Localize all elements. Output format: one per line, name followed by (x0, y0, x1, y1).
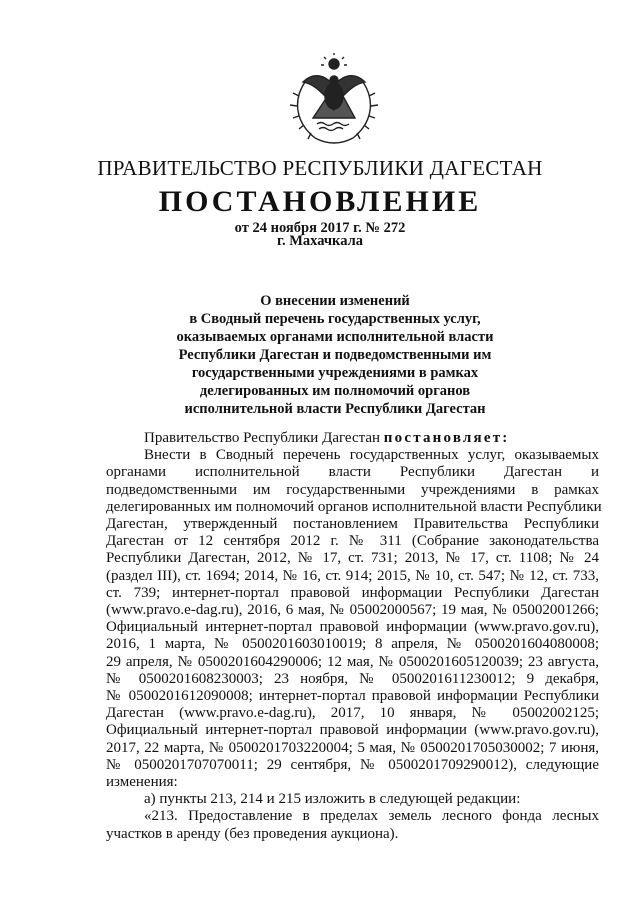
body-line: Республики Дагестан, 2012, № 17, ст. 731; 2013, № 17, ст. 1108; № 24 (106, 550, 599, 567)
subject-line: государственными учреждениями в рамках (191, 365, 479, 381)
body-line: Дагестан (www.pravo.e-dag.ru), 2017, 10 января, № 05002002125; (106, 705, 599, 722)
body-line: (раздел III), ст. 1694; 2014, № 16, ст. 914; 2015, № 10, ст. 547; № 12, ст. 733, (106, 567, 599, 584)
coat-of-arms-emblem (285, 52, 383, 150)
body-line: Официальный интернет-портал правовой информации (www.pravo.gov.ru), (106, 722, 599, 739)
item-213-line: участков в аренду (без проведения аукциона). (106, 825, 399, 842)
body-line: 2016, 1 марта, № 0500201603010019; 8 апреля, № 0500201604080008; (106, 636, 599, 653)
body-line: делегированных им полномочий органов исполнительной власти Республики (106, 498, 602, 515)
intro-text: Правительство Республики Дагестан (144, 430, 384, 446)
subject-line: оказываемых органами исполнительной власти (176, 329, 494, 345)
body-line: № 0500201612090008; интернет-портал правовой информации Республики (106, 688, 599, 705)
body-line: Официальный интернет-портал правовой информации (www.pravo.gov.ru), (106, 619, 599, 636)
body-line: органами исполнительной власти Республики Дагестан и (106, 464, 599, 481)
subject-line: делегированных им полномочий органов (199, 383, 471, 399)
body-line: ст. 739; интернет-портал правовой информации Республики Дагестан (106, 584, 599, 601)
subject-line: Республики Дагестан и подведомственными им (178, 347, 492, 363)
body-line: 2017, 22 марта, № 0500201703220004; 5 мая, № 0500201705030002; 7 июня, (106, 739, 599, 756)
body-line: № 0500201608230003; 23 ноября, № 0500201611230012; 9 декабря, (106, 670, 599, 687)
body-line: 29 апреля, № 0500201604290006; 12 мая, № 0500201605120039; 23 августа, (106, 653, 599, 670)
decides-word: постановляет: (383, 430, 510, 446)
intro-paragraph (106, 430, 599, 447)
subject-line: в Сводный перечень государственных услуг, (189, 311, 481, 327)
body-line: Внести в Сводный перечень государственных услуг, оказываемых (144, 447, 599, 464)
decree-body (106, 430, 602, 843)
body-line: подведомственными им государственными учреждениями в рамках (106, 481, 599, 498)
point-a-line: а) пункты 213, 214 и 215 изложить в следующей редакции: (144, 791, 521, 808)
body-line: Дагестан от 12 сентября 2012 г. № 311 (Собрание законодательства (106, 533, 599, 550)
body-line: Дагестан, утвержденный постановлением Правительства Республики (106, 516, 599, 533)
document-type-title: ПОСТАНОВЛЕНИЕ (158, 185, 482, 218)
decree-date-number: от 24 ноября 2017 г. № 272 (234, 220, 406, 236)
body-line: изменения: (106, 774, 178, 791)
decree-city: г. Махачкала (277, 233, 363, 249)
decree-date-block (0, 222, 640, 248)
item-213-line: «213. Предоставление в пределах земель лесного фонда лесных (144, 808, 599, 825)
body-line: № 0500201707070011; 29 сентября, № 0500201709290012), следующие (106, 756, 599, 773)
body-line: (www.pravo.e-dag.ru), 2016, 6 мая, № 05002000567; 19 мая, № 05002001266; (106, 602, 599, 619)
decree-subject (140, 292, 530, 418)
government-title: ПРАВИТЕЛЬСТВО РЕСПУБЛИКИ ДАГЕСТАН (97, 156, 543, 180)
dagestan-coat-of-arms-icon (285, 52, 383, 150)
subject-line: О внесении изменений (260, 293, 410, 309)
subject-line: исполнительной власти Республики Дагестан (184, 401, 486, 417)
